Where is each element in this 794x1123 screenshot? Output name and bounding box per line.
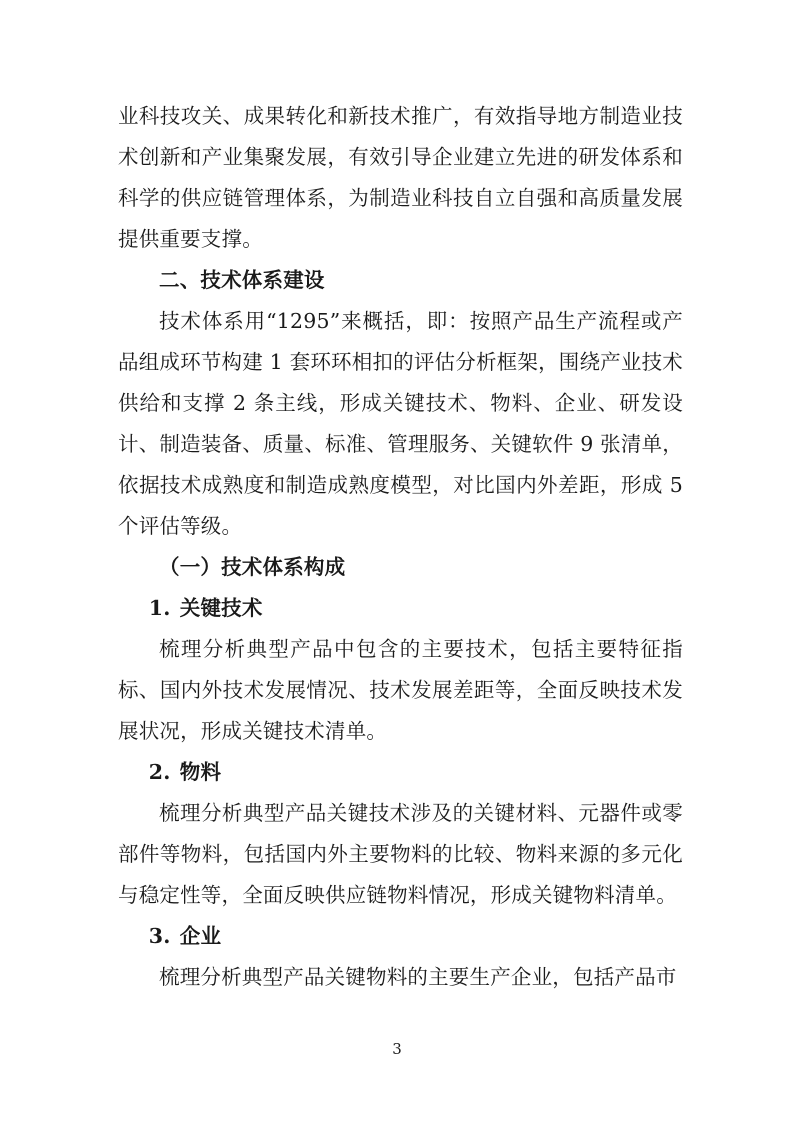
paragraph-enterprises: 梳理分析典型产品关键物料的主要生产企业，包括产品市 <box>159 965 677 989</box>
item-number-2: 2. <box>148 760 171 784</box>
page-number: 3 <box>392 1040 402 1058</box>
paragraph-system-overview: 技术体系用“1295”来概括，即：按照产品生产流程或产品组成环节构建 1 套环环相扣的评估分析框架，围绕产业技术供给和支撑 2 条主线，形成关键技术、物料、企业、研发设计、制造装备、质量、标准、管理服务、关键软件 9 张清单，依据技术成熟度和制造成熟度模型，对比国内外差距，形成 5 个评估等级。 <box>118 309 683 538</box>
item-number-1: 1. <box>148 596 171 620</box>
paragraph-continuation: 业科技攻关、成果转化和新技术推广，有效指导地方制造业技术创新和产业集聚发展，有效引导企业建立先进的研发体系和科学的供应链管理体系，为制造业科技自立自强和高质量发展提供重要支撑。 <box>118 104 683 251</box>
item-label-2: 物料 <box>179 760 222 784</box>
item-label-1: 关键技术 <box>179 596 263 620</box>
subsection-heading-system-composition: （一）技术体系构成 <box>159 555 346 579</box>
item-heading-enterprises <box>118 916 683 957</box>
page-content <box>118 96 683 998</box>
section-heading-technology-system: 二、技术体系建设 <box>159 268 325 292</box>
paragraph-key-technology: 梳理分析典型产品中包含的主要技术，包括主要特征指标、国内外技术发展情况、技术发展差距等，全面反映技术发展状况，形成关键技术清单。 <box>118 637 683 743</box>
item-label-3: 企业 <box>179 924 222 948</box>
item-heading-key-technology <box>118 588 683 629</box>
item-number-3: 3. <box>148 924 171 948</box>
item-heading-materials <box>118 752 683 793</box>
paragraph-materials: 梳理分析典型产品关键技术涉及的关键材料、元器件或零部件等物料，包括国内外主要物料的比较、物料来源的多元化与稳定性等，全面反映供应链物料情况，形成关键物料清单。 <box>118 801 683 907</box>
